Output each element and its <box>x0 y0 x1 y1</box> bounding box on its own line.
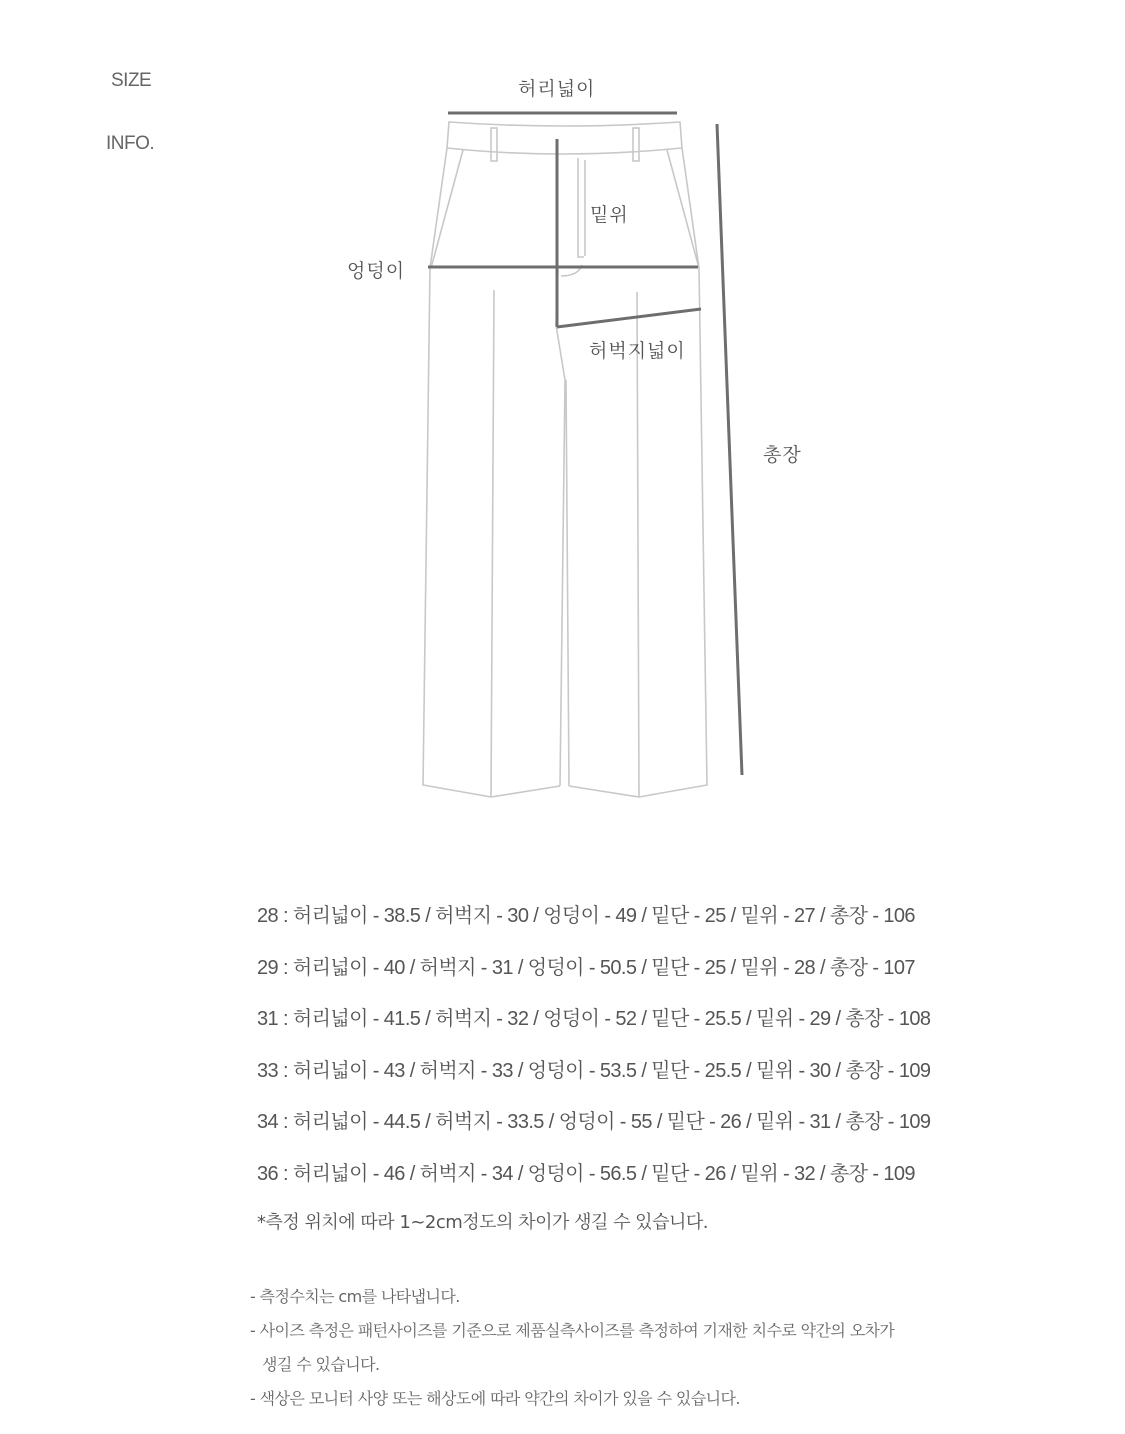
size-row-31: 31 : 허리넓이 - 41.5 / 허벅지 - 32 / 엉덩이 - 52 / 밑단 - 25.5 / 밑위 - 29 / 총장 - 108 <box>257 1008 931 1031</box>
size-row-28: 28 : 허리넓이 - 38.5 / 허벅지 - 30 / 엉덩이 - 49 / 밑단 - 25 / 밑위 - 27 / 총장 - 106 <box>257 905 915 927</box>
length-label: 총장 <box>763 444 802 466</box>
thigh-label: 허벅지넓이 <box>589 340 686 362</box>
hip-label: 엉덩이 <box>347 260 406 282</box>
thigh-measure-line <box>557 309 701 327</box>
size-row-36: 36 : 허리넓이 - 46 / 허벅지 - 34 / 엉덩이 - 56.5 / 밑단 - 26 / 밑위 - 32 / 총장 - 109 <box>257 1162 915 1185</box>
note-measurement: - 사이즈 측정은 패턴사이즈를 기준으로 제품실측사이즈를 측정하여 기재한 치수로 약간의 오차가 <box>250 1321 895 1340</box>
note-color: - 색상은 모니터 사양 또는 해상도에 따라 약간의 차이가 있을 수 있습니다. <box>250 1389 740 1408</box>
note-unit: - 측정수치는 cm를 나타냅니다. <box>250 1287 460 1306</box>
length-measure-line <box>717 124 742 775</box>
info-heading: INFO. <box>106 133 155 154</box>
size-heading: SIZE <box>111 70 152 91</box>
notes-list <box>250 1280 894 1416</box>
measurement-footnote: *측정 위치에 따라 1~2cm정도의 차이가 생길 수 있습니다. <box>257 1212 708 1233</box>
size-row-33: 33 : 허리넓이 - 43 / 허벅지 - 33 / 엉덩이 - 53.5 / 밑단 - 25.5 / 밑위 - 30 / 총장 - 109 <box>257 1059 931 1082</box>
size-row-29: 29 : 허리넓이 - 40 / 허벅지 - 31 / 엉덩이 - 50.5 / 밑단 - 25 / 밑위 - 28 / 총장 - 107 <box>257 956 915 979</box>
size-table <box>257 898 930 1208</box>
size-row-34: 34 : 허리넓이 - 44.5 / 허벅지 - 33.5 / 엉덩이 - 55 / 밑단 - 26 / 밑위 - 31 / 총장 - 109 <box>257 1111 931 1134</box>
note-measurement-cont: 생길 수 있습니다. <box>262 1355 380 1374</box>
waist-label: 허리넓이 <box>518 78 596 100</box>
rise-label: 밑위 <box>590 204 629 226</box>
